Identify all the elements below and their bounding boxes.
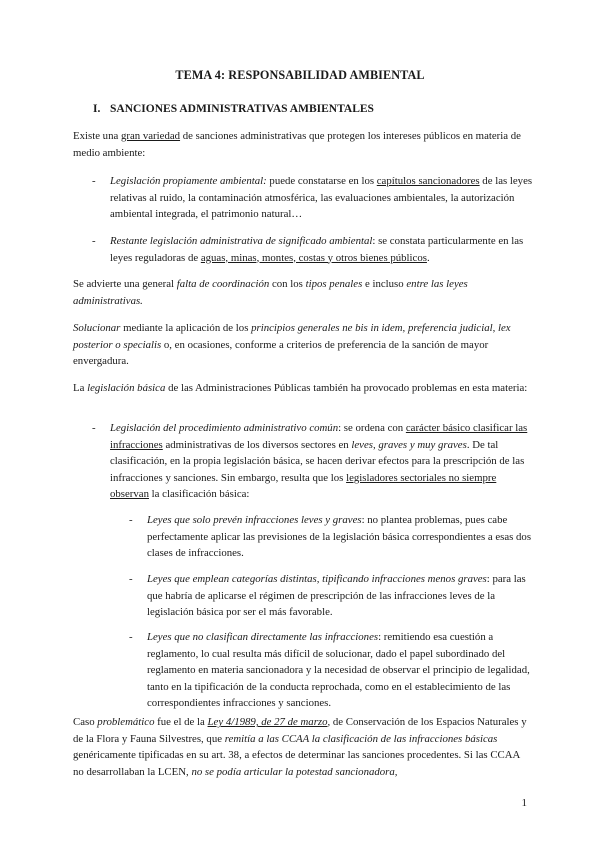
sub-bullet-dash: - <box>129 573 133 585</box>
section-heading <box>93 103 374 115</box>
sub-bullet-no-classification: Leyes que no clasifican directamente las infracciones: remitiendo esa cuestión a reglamento, lo cual resulta más difícil de solucionar, dado el papel subordinado del reglamento en materia sancionadora y la necesidad de observar el principio de legalidad, tanto en la tipificación de la conducta reprochada, como en el establecimiento de las correspondientes infracciones y sanciones. <box>147 631 530 709</box>
paragraph-coordination: Se advierte una general falta de coordinación con los tipos penales e incluso entre las leyes administrativas. <box>73 278 468 307</box>
sub-bullet-dash: - <box>129 631 133 643</box>
sub-bullet-dash: - <box>129 514 133 526</box>
bullet-dash: - <box>92 235 96 247</box>
sub-bullet-distinct-categories: Leyes que emplean categorías distintas, tipificando infracciones menos graves: para las que habría de aplicarse el régimen de prescripción de las infracciones leves de la legislación básica por ser el más favorable. <box>147 573 526 618</box>
section-number: I. <box>93 103 101 115</box>
bullet-dash: - <box>92 422 96 434</box>
paragraph-intro: Existe una gran variedad de sanciones administrativas que protegen los intereses públicos en materia de medio ambiente: <box>73 130 521 159</box>
bullet-dash: - <box>92 175 96 187</box>
bullet-sectoral-legislation: Legislación propiamente ambiental: puede constatarse en los capítulos sancionadores de las leyes relativas al ruido, la contaminación atmosférica, las evaluaciones ambientales, la autorización ambiental integrada, el patrimonio natural… <box>110 175 533 220</box>
page-title: TEMA 4: RESPONSABILIDAD AMBIENTAL <box>175 68 425 82</box>
page-number: 1 <box>521 797 527 809</box>
sub-bullet-light-serious: Leyes que solo prevén infracciones leves y graves: no plantea problemas, pues cabe perfectamente aplicar las previsiones de la legislación básica correspondientes a esas dos clases de infracciones. <box>147 514 532 559</box>
paragraph-solution: Solucionar mediante la aplicación de los principios generales ne bis in idem, preferencia judicial, lex posterior o specialis o, en ocasiones, conforme a criterios de preferencia de la sanción de mayor envergadura. <box>73 322 511 367</box>
bullet-procedure-law: Legislación del procedimiento administrativo común: se ordena con carácter básico clasificar las infracciones administrativas de los diversos sectores en leves, graves y muy graves. De tal clasificación, en la propia legislación básica, se hacen derivar efectos para la prescripción de las infracciones y sanciones. Sin embargo, resulta que los legisladores sectoriales no siempre observan la clasificación básica: <box>110 422 528 500</box>
section-title: SANCIONES ADMINISTRATIVAS AMBIENTALES <box>110 103 374 115</box>
bullet-remaining-legislation: Restante legislación administrativa de significado ambiental: se constata particularmente en las leyes reguladoras de aguas, minas, montes, costas y otros bienes públicos. <box>110 235 524 264</box>
paragraph-problematic-case: Caso problemático fue el de la Ley 4/1989, de 27 de marzo, de Conservación de los Espacios Naturales y de la Flora y Fauna Silvestres, que remitía a las CCAA la clasificación de las infracciones básicas genéricamente tipificadas en su art. 38, a efectos de determinar las sanciones procedentes. Si las CCAA no desarrollaban la LCEN, no se podía articular la potestad sancionadora, <box>73 716 527 778</box>
paragraph-basic-legislation: La legislación básica de las Administraciones Públicas también ha provocado problemas en esta materia: <box>73 382 528 394</box>
